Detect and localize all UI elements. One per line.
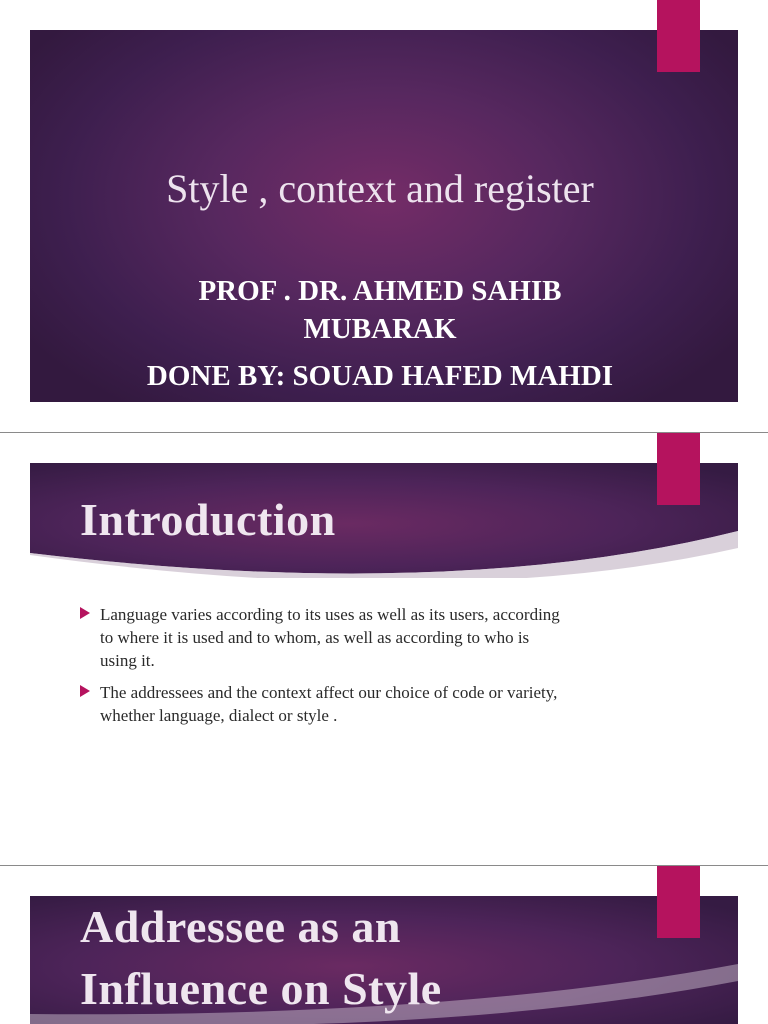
title-slide [0,0,768,432]
title-panel [30,30,738,402]
slide-title: Style , context and register [166,166,594,211]
slide-title [80,896,442,1020]
arrow-bullet-icon [80,607,90,619]
arrow-bullet-icon [80,685,90,697]
bullet-text-line: The addressees and the context affect our choice of code or variety, [100,683,558,702]
slide-title-line-1: Addressee as an [80,901,402,952]
list-item [78,603,638,672]
bullet-list [78,603,638,736]
slide-title: Introduction [80,494,336,545]
bullet-text-line: Language varies according to its uses as well as its users, according [100,605,560,624]
bullet-text-line: to where it is used and to whom, as well as according to who is [100,628,530,647]
done-by-line: DONE BY: SOUAD HAFED MAHDI [146,360,614,392]
bullet-text-line: whether language, dialect or style . [100,706,338,725]
list-item [78,681,638,727]
accent-tab [657,433,700,505]
addressee-slide [0,866,768,1024]
presenter-line-2: MUBARAK [303,313,457,345]
slide-title-line-2: Influence on Style [80,963,442,1014]
presenter-line-1: PROF . DR. AHMED SAHIB [198,275,562,307]
introduction-slide [0,433,768,865]
accent-tab [657,0,700,72]
bullet-text-line: using it. [100,651,155,670]
accent-tab [657,866,700,938]
